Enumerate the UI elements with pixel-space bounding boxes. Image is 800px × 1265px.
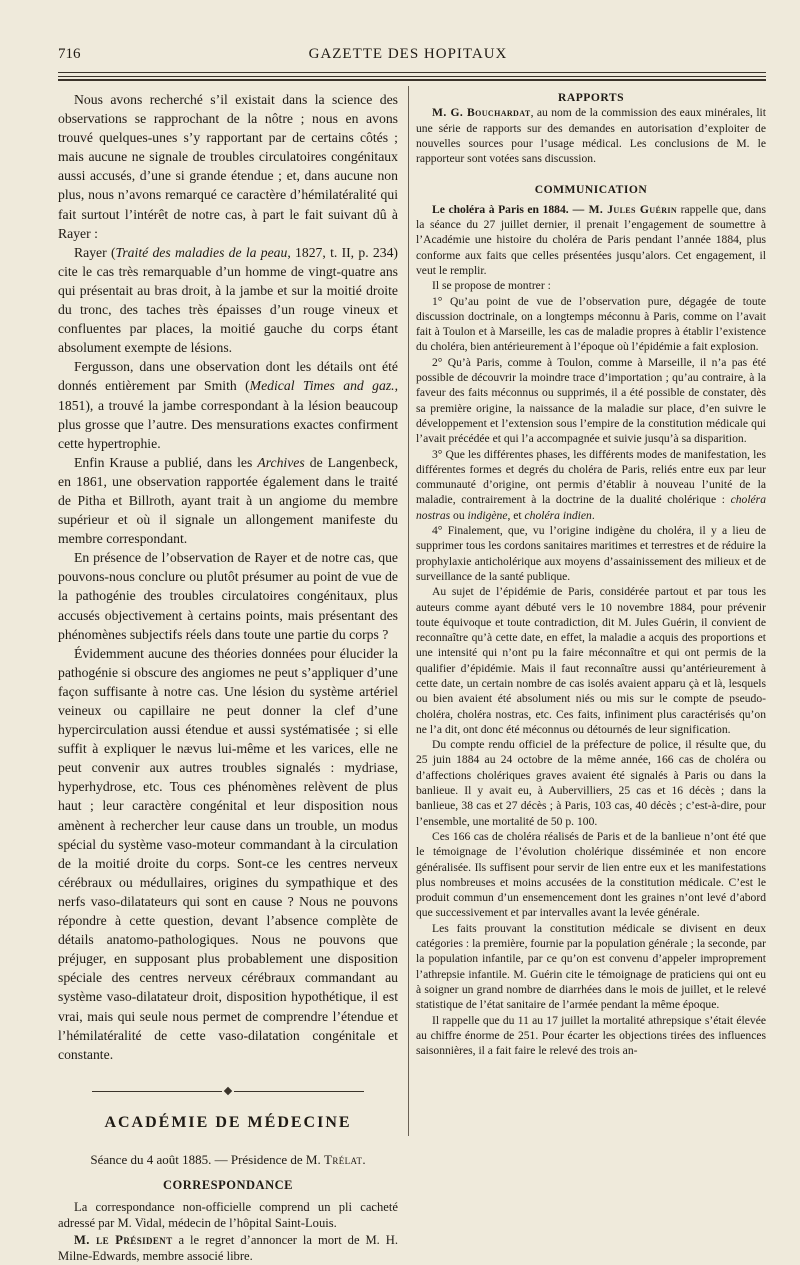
paragraph: Fergusson, dans une observation dont les détails ont été donnés entièrement par Smith (Medical Times and gaz., 1851), a trouvé la jambe correspondant à la lésion beaucoup plus grosse que l’autre. Des mensurations exactes confirment cette hypertrophie. bbox=[58, 359, 398, 451]
column-divider bbox=[408, 86, 409, 1136]
paragraph: Il se propose de montrer : bbox=[432, 279, 551, 293]
paragraph: En présence de l’observation de Rayer et de notre cas, que pouvons-nous conclure ou plutôt présumer au point de vue de la pathogénie des troubles circulatoires congénitaux, plus accusés objectivement à certains points, mais présentant des phénomènes subjectifs réels dans toute une partie du corps ? bbox=[58, 550, 398, 642]
page-header bbox=[58, 46, 758, 66]
paragraph: Nous avons recherché s’il existait dans la science des observations se rapprochant de la nôtre ; nous en avons trouvé quelques-unes s’y rapportant par de certains côtés ; mais aucune ne signale de troubles circulatoires congénitaux aussi accusés, d’une si grande étendue ; et, dans aucune non plus, nous n’avons remarqué ce caractère d’hémilatéralité qui fait surtout l’intérêt de notre cas, à part le fait suivant dû à Rayer : bbox=[58, 92, 398, 241]
paragraph: 3° Que les différentes phases, les différents modes de manifestation, les différentes formes et degrés du choléra de Paris, reliés entre eux par leur communauté d’origine, ont permis d’établir à nouveau l’unité de la maladie, contrairement à la doctrine de la dualité cholérique : choléra nostras ou indigène, et choléra indien. bbox=[416, 447, 766, 522]
paragraph: 2° Qu’à Paris, comme à Toulon, comme à Marseille, il n’a pas été possible de découvrir la moindre trace d’importation ; qu’au contraire, à la faveur des faits méconnus ou supprimés, il a été possible de constater, dès sa première origine, la naissance de la maladie sur place, d’en suivre le développement et l’extension sous l’empire de la constitution médicale qui l’avait précédée et qui l’a accompagnée et suivie jusqu’à sa disparition. bbox=[416, 355, 766, 446]
paragraph: Il rappelle que du 11 au 17 juillet la mortalité athrepsique s’était élevée au chiffre énorme de 251. Pour écarter les objections tirées des influences saisonnières, il a fait faire le relevé des trois an- bbox=[416, 1013, 766, 1058]
paragraph: Enfin Krause a publié, dans les Archives de Langenbeck, en 1861, une observation rapportée également dans le traité de Pitha et Billroth, ayant trait à un angiome du membre supérieur et où il signale un allongement manifeste du membre correspondant. bbox=[58, 454, 398, 547]
right-column bbox=[416, 90, 766, 1058]
paragraph: Les faits prouvant la constitution médicale se divisent en deux catégories : la première, fournie par la population générale ; la seconde, par la population infantile, par ce qu’on est convenu d’appeler improprement l’athrepsie infantile. M. Guérin cite le témoignage de praticiens qui ont eu à soigner un grand nombre de diarrhées dans le mois de juillet, et le relevé statistique de l’état sanitaire de l’armée pendant la même époque. bbox=[416, 921, 766, 1012]
session-line: Séance du 4 août 1885. — Présidence de M. Trélat. bbox=[90, 1151, 366, 1167]
subsection-heading: RAPPORTS bbox=[557, 91, 625, 104]
correspondance-block bbox=[58, 1199, 398, 1265]
paragraph: Du compte rendu officiel de la préfecture de police, il résulte que, du 25 juin 1884 au 24 octobre de la même année, 166 cas de choléra ou d’affections cholériques graves avaient été signalés à Paris ou dans la banlieue. Il y avait eu, à Aubervilliers, 25 cas et 16 décès ; dans la banlieue, 38 cas et 27 décès ; à Paris, 103 cas, 40 décès ; c’est-à-dire, pour l’ensemble, une mortalité de 50 p. 100. bbox=[416, 738, 766, 828]
header-rule bbox=[58, 79, 766, 81]
section-ornament bbox=[58, 1082, 398, 1100]
page-number: 716 bbox=[58, 46, 81, 62]
paragraph: Ces 166 cas de choléra réalisés de Paris et de la banlieue n’ont été que le témoignage de l’évolution cholérique disséminée et non encore généralisée. Ils suffisent pour servir de lien entre eux et les manifestations plus nombreuses et moins accusées de la constitution médicale. C’est le produit commun d’un ensemencement dont les graines n’ont levé d’abord que successivement et par intervalles avant la levée générale. bbox=[416, 829, 766, 920]
paragraph: La correspondance non-officielle comprend un pli cacheté adressé par M. Vidal, médecin de l’hôpital Saint-Louis. bbox=[58, 1199, 398, 1231]
subsection-heading: COMMUNICATION bbox=[534, 183, 648, 197]
paragraph: Évidemment aucune des théories données pour élucider la pathogénie si obscure des angiomes ne peut s’appliquer d’une façon suffisante à notre cas. Une lésion du système artériel veineux ou capillaire ne peut donner la clef d’une hypercirculation aussi étendue et aussi systématisée ; si elle suffit à expliquer le nævus lui-même et les varices, elle ne peut convenir aux autres troubles signalés : mydriase, hyperhydrose, etc. Tous ces phénomènes relèvent de plus haut ; leur caractère congénital et leur disposition nous amènent à rechercher leur cause dans un trouble, un modus spécial du système vaso-moteur commandant à la circulation de la moitié droite du corps. Sont-ce les centres nerveux cérébraux ou médullaires, origines du sympathique et des nerfs vaso-dilatateurs qui sont en cause ? Nous ne pouvons répondre à cette question, devant l’absence complète de détails anatomo-pathologiques. Nous ne pouvons que préjuger, en supposant plus probablement une disposition spéciale des centres nerveux cérébraux commandant au système vaso-dilatateur droit, disposition hypothétique, il est vrai, mais qui seule nous permet de comprendre l’étendue et l’hémilatéralité de cette vaso-dilatation congénitale et constante. bbox=[58, 645, 398, 1062]
paragraph: M. le Président a le regret d’annoncer la mort de M. H. Milne-Edwards, membre associé libre. bbox=[58, 1232, 398, 1264]
section-title: ACADÉMIE DE MÉDECINE bbox=[104, 1113, 352, 1131]
paragraph: Le choléra à Paris en 1884. — M. Jules Guérin rappelle que, dans la séance du 27 juillet dernier, il prenait l’engagement de soumettre à l’Académie une histoire du choléra de Paris pendant l’année 1884, plus conforme aux faits que celles présentées jusqu’alors. Cet engagement, il veut le remplir. bbox=[416, 202, 766, 277]
paragraph: Rayer (Traité des maladies de la peau, 1827, t. II, p. 234) cite le cas très remarquable d’un homme de vingt-quatre ans qui présentait au bras droit, à la jambe et sur la moitié droite du tronc, des taches très épaisses d’un rouge vineux et confluentes par places, la moitié gauche du corps étant absolument exempte de lésions. bbox=[58, 244, 398, 356]
paragraph: 4° Finalement, que, vu l’origine indigène du choléra, il y a lieu de supprimer tous les cordons sanitaires maritimes et terrestres et de réduire la prophylaxie anticholérique aux moyens d’assainissement des milieux et de surveillance de la santé publique. bbox=[416, 524, 766, 583]
header-rule bbox=[58, 72, 766, 73]
left-column bbox=[58, 90, 398, 1265]
paragraph: Au sujet de l’épidémie de Paris, considérée partout et par tous les auteurs comme ayant débuté vers le 10 novembre 1884, pour prévenir toute équivoque et toute contradiction, dit M. Jules Guérin, il convient de reconnaître qu’à cette date, en effet, la maladie a acquis des proportions et une intensité qui n’ont pu la faire méconnaître et qui ont permis de la qualifier d’épidémie. Mais il faut reconnaître aussi qu’antérieurement à cette date, un certain nombre de cas isolés avaient apparu çà et là, lesquels ou bien avaient été absolument niés ou mis sur le compte de pseudo-choléra, choléra nostras, etc. Ces faits, infiniment plus caractérisés qu’on ne l’a dit, ont donc été méconnus ou détournés de leur signification. bbox=[416, 585, 766, 736]
paragraph: M. G. Bouchardat, au nom de la commission des eaux minérales, lit une série de rapports sur des demandes en autorisation d’exploiter de nouvelles sources pour l’usage médical. Les conclusions de M. le rapporteur sont votées sans discussion. bbox=[416, 106, 766, 166]
subsection-heading: CORRESPONDANCE bbox=[163, 1177, 293, 1192]
header-rule bbox=[58, 76, 766, 77]
paragraph: 1° Qu’au point de vue de l’observation pure, dégagée de toute discussion doctrinale, on a longtemps méconnu à Paris, comme on l’avait fait à Toulon et à Marseille, les cas de maladie propres à établir l’existence du choléra, bien antérieurement à l’époque où l’épidémie a fait explosion. bbox=[416, 294, 766, 354]
journal-title: GAZETTE DES HOPITAUX bbox=[308, 46, 508, 62]
